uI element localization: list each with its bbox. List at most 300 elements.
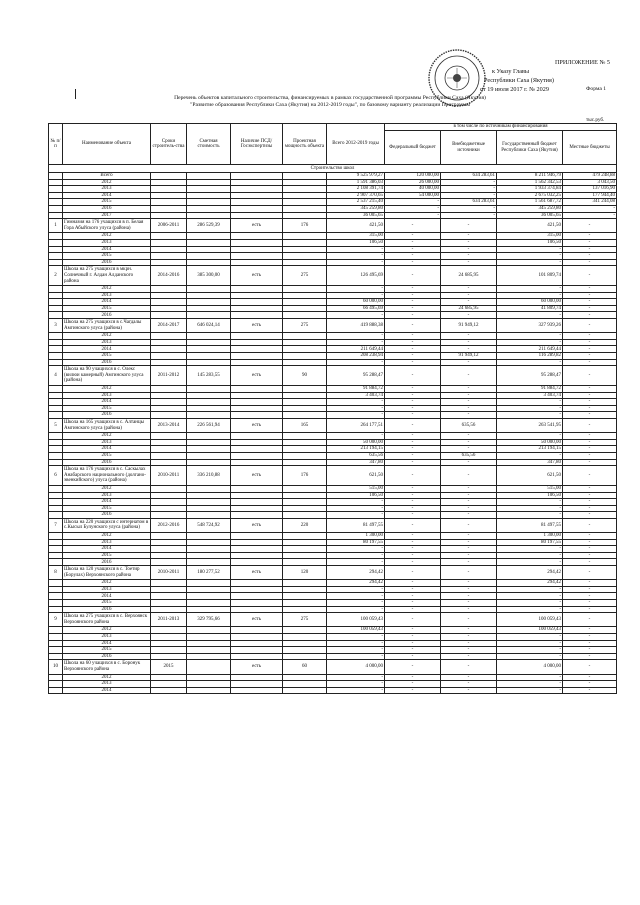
federal-cell: -	[385, 312, 441, 319]
col-capacity: Проектная мощность объекта	[283, 124, 327, 165]
empty-cell	[151, 312, 187, 319]
offbudget-cell: -	[441, 492, 497, 499]
object-local: -	[563, 566, 617, 580]
empty-cell	[187, 492, 231, 499]
col-name: Наименование объекта	[63, 124, 151, 165]
federal-cell: -	[385, 600, 441, 607]
totals-row	[49, 173, 617, 180]
empty-cell	[49, 580, 63, 587]
total-cell: 100 059,43	[327, 627, 385, 634]
empty-cell	[231, 259, 283, 266]
federal-cell: -	[385, 439, 441, 446]
empty-cell	[49, 552, 63, 559]
year-cell: 2013	[63, 239, 151, 246]
local-cell: -	[563, 399, 617, 406]
republic-cell: 50 000,00	[497, 439, 563, 446]
object-name: Школа на 176 учащихся в с. Саскылах Анабарского национального (долгано-эвенкийского) улуса (района)	[63, 466, 151, 486]
republic-cell: 106,50	[497, 492, 563, 499]
empty-cell	[231, 212, 283, 219]
federal-cell: -	[385, 459, 441, 466]
year-cell: 2014	[63, 687, 151, 694]
offbudget-cell: -	[441, 539, 497, 546]
year-cell: 2012	[63, 627, 151, 634]
empty-cell	[187, 512, 231, 519]
empty-cell	[231, 233, 283, 240]
object-total: 81 497,55	[327, 518, 385, 532]
object-offbudget: 91 949,12	[441, 319, 497, 333]
object-year-row	[49, 246, 617, 253]
offbudget-cell: -	[441, 459, 497, 466]
empty-cell	[151, 392, 187, 399]
empty-cell	[49, 674, 63, 681]
year-cell: 2012	[63, 333, 151, 340]
local-cell: -	[563, 253, 617, 260]
empty-cell	[231, 239, 283, 246]
object-republic: 4 000,00	[497, 660, 563, 674]
empty-cell	[187, 452, 231, 459]
empty-cell	[187, 353, 231, 360]
year-cell: 2016	[63, 312, 151, 319]
empty-cell	[283, 199, 327, 206]
title-line-1: Перечень объектов капитального строительства, финансируемых в рамках государственной программы Республики Саха (Якутия)	[174, 95, 486, 101]
federal-cell: -	[385, 647, 441, 654]
object-capacity: 176	[283, 466, 327, 486]
federal-cell: -	[385, 292, 441, 299]
empty-cell	[231, 405, 283, 412]
local-cell: -	[563, 539, 617, 546]
empty-cell	[151, 239, 187, 246]
object-year-row	[49, 593, 617, 600]
year-cell: 2016	[63, 559, 151, 566]
object-row	[49, 518, 617, 532]
object-year-row	[49, 539, 617, 546]
empty-cell	[151, 499, 187, 506]
object-name: Школа на 220 учащихся с интернатом в с.Кысыл Булунского улуса (района)	[63, 518, 151, 532]
offbudget-cell: -	[441, 640, 497, 647]
republic-cell: -	[497, 687, 563, 694]
object-cost: 336 210,88	[187, 466, 231, 486]
empty-cell	[283, 392, 327, 399]
total-cell: -	[327, 505, 385, 512]
total-cell: 1 300,00	[327, 533, 385, 540]
federal-cell: -	[385, 346, 441, 353]
federal-cell: -	[385, 199, 441, 206]
empty-cell	[49, 259, 63, 266]
empty-cell	[151, 286, 187, 293]
object-republic: 95 288,47	[497, 366, 563, 386]
object-year-row	[49, 627, 617, 634]
appendix-date: от 19 июля 2017 г. № 2029	[480, 86, 549, 93]
empty-cell	[283, 533, 327, 540]
object-year-row	[49, 405, 617, 412]
year-cell: 2015	[63, 353, 151, 360]
total-cell: 36 005,65	[327, 212, 385, 219]
offbudget-cell: -	[441, 412, 497, 419]
total-cell: 1 591 386,03	[327, 179, 385, 186]
object-federal: -	[385, 266, 441, 286]
republic-cell: -	[497, 499, 563, 506]
year-cell: 2014	[63, 593, 151, 600]
federal-cell: -	[385, 305, 441, 312]
total-cell: -	[327, 593, 385, 600]
object-federal: -	[385, 219, 441, 233]
federal-cell: -	[385, 246, 441, 253]
federal-cell: -	[385, 606, 441, 613]
empty-cell	[283, 305, 327, 312]
republic-cell: -	[497, 339, 563, 346]
federal-cell: 120 000,00	[385, 173, 441, 180]
empty-cell	[49, 239, 63, 246]
object-year-row	[49, 433, 617, 440]
object-local: -	[563, 219, 617, 233]
object-total: 621,50	[327, 466, 385, 486]
republic-cell: 2 675 032,25	[497, 192, 563, 199]
empty-cell	[151, 339, 187, 346]
empty-cell	[187, 627, 231, 634]
year-cell: 2012	[63, 674, 151, 681]
empty-cell	[283, 353, 327, 360]
object-local: -	[563, 466, 617, 486]
object-year-row	[49, 233, 617, 240]
totals-row	[49, 179, 617, 186]
offbudget-cell: -	[441, 286, 497, 293]
empty-cell	[283, 687, 327, 694]
empty-cell	[151, 505, 187, 512]
object-psd: есть	[231, 219, 283, 233]
offbudget-cell: -	[441, 346, 497, 353]
local-cell: -	[563, 552, 617, 559]
empty-cell	[231, 653, 283, 660]
object-year-row	[49, 546, 617, 553]
empty-cell	[231, 533, 283, 540]
object-number: 9	[49, 613, 63, 627]
empty-cell	[283, 186, 327, 193]
offbudget-cell: -	[441, 600, 497, 607]
empty-cell	[187, 546, 231, 553]
federal-cell: -	[385, 485, 441, 492]
empty-cell	[49, 687, 63, 694]
year-cell: 2014	[63, 299, 151, 306]
republic-cell: -	[497, 593, 563, 600]
empty-cell	[187, 647, 231, 654]
object-local: -	[563, 418, 617, 432]
object-year-row	[49, 681, 617, 688]
republic-cell: 1 300,00	[497, 533, 563, 540]
local-cell: -	[563, 640, 617, 647]
local-cell: -	[563, 459, 617, 466]
object-psd: есть	[231, 518, 283, 532]
year-cell: 2012	[63, 286, 151, 293]
object-number: 3	[49, 319, 63, 333]
empty-cell	[151, 186, 187, 193]
offbudget-cell: -	[441, 586, 497, 593]
object-psd: есть	[231, 660, 283, 674]
empty-cell	[151, 205, 187, 212]
col-cost: Сметная стоимость	[187, 124, 231, 165]
republic-cell: 213 194,15	[497, 446, 563, 453]
empty-cell	[283, 539, 327, 546]
republic-cell: -	[497, 674, 563, 681]
local-cell: -	[563, 492, 617, 499]
empty-cell	[187, 640, 231, 647]
empty-cell	[187, 499, 231, 506]
empty-cell	[231, 647, 283, 654]
object-republic: 621,50	[497, 466, 563, 486]
empty-cell	[283, 212, 327, 219]
year-cell: 2016	[63, 205, 151, 212]
col-federal: Федеральный бюджет	[385, 131, 441, 165]
year-cell: 2016	[63, 459, 151, 466]
object-number: 2	[49, 266, 63, 286]
empty-cell	[283, 559, 327, 566]
object-total: 419 888,38	[327, 319, 385, 333]
federal-cell: -	[385, 492, 441, 499]
empty-cell	[187, 559, 231, 566]
object-period: 2011-2012	[151, 366, 187, 386]
empty-cell	[283, 552, 327, 559]
empty-cell	[283, 292, 327, 299]
empty-cell	[187, 433, 231, 440]
empty-cell	[151, 439, 187, 446]
object-capacity: 176	[283, 219, 327, 233]
federal-cell: -	[385, 687, 441, 694]
total-cell: -	[327, 633, 385, 640]
empty-cell	[49, 412, 63, 419]
col-period: Сроки строитель-ства	[151, 124, 187, 165]
empty-cell	[187, 405, 231, 412]
empty-cell	[49, 173, 63, 180]
totals-row	[49, 192, 617, 199]
empty-cell	[49, 305, 63, 312]
object-year-row	[49, 353, 617, 360]
republic-cell: -	[497, 633, 563, 640]
object-republic: 327 939,26	[497, 319, 563, 333]
empty-cell	[283, 405, 327, 412]
object-cost: 548 724,92	[187, 518, 231, 532]
republic-cell: 347,80	[497, 459, 563, 466]
empty-cell	[187, 674, 231, 681]
total-cell: 106,50	[327, 239, 385, 246]
object-period: 2012-2016	[151, 518, 187, 532]
offbudget-cell: -	[441, 647, 497, 654]
empty-cell	[49, 559, 63, 566]
empty-cell	[231, 392, 283, 399]
empty-cell	[283, 499, 327, 506]
total-cell: 60 000,00	[327, 299, 385, 306]
empty-cell	[231, 452, 283, 459]
local-cell: -	[563, 339, 617, 346]
total-cell: -	[327, 499, 385, 506]
empty-cell	[49, 253, 63, 260]
total-cell: 347,80	[327, 459, 385, 466]
empty-cell	[49, 312, 63, 319]
year-cell: 2015	[63, 552, 151, 559]
republic-cell: 315,00	[497, 233, 563, 240]
object-year-row	[49, 339, 617, 346]
local-cell: 341 244,08	[563, 199, 617, 206]
empty-cell	[49, 192, 63, 199]
republic-cell: 3 403,74	[497, 392, 563, 399]
offbudget-cell: -	[441, 192, 497, 199]
total-cell: 345 259,80	[327, 205, 385, 212]
empty-cell	[187, 446, 231, 453]
republic-cell: -	[497, 286, 563, 293]
total-cell: -	[327, 246, 385, 253]
offbudget-cell: -	[441, 533, 497, 540]
object-row	[49, 319, 617, 333]
empty-cell	[151, 433, 187, 440]
offbudget-cell: -	[441, 233, 497, 240]
object-year-row	[49, 600, 617, 607]
republic-cell: -	[497, 606, 563, 613]
empty-cell	[151, 600, 187, 607]
object-republic: 421,50	[497, 219, 563, 233]
totals-row	[49, 205, 617, 212]
total-cell: -	[327, 333, 385, 340]
empty-cell	[49, 205, 63, 212]
object-name: Школа на 90 учащихся в с. Олекс (вилюи камерный) Амгинского улуса (района)	[63, 366, 151, 386]
offbudget-cell: -	[441, 239, 497, 246]
total-cell: -	[327, 552, 385, 559]
object-psd: есть	[231, 319, 283, 333]
empty-cell	[187, 399, 231, 406]
republic-cell: -	[497, 653, 563, 660]
object-year-row	[49, 346, 617, 353]
object-federal: -	[385, 466, 441, 486]
object-name: Школа на 275 учащихся в с. Верхоянск Верхоянского района	[63, 613, 151, 627]
local-cell: -	[563, 259, 617, 266]
object-year-row	[49, 633, 617, 640]
object-cost	[187, 660, 231, 674]
year-cell: 2012	[63, 179, 151, 186]
empty-cell	[151, 586, 187, 593]
total-cell: 2 537 215,40	[327, 199, 385, 206]
year-cell: 2016	[63, 359, 151, 366]
empty-cell	[231, 512, 283, 519]
local-cell: -	[563, 586, 617, 593]
local-cell: -	[563, 233, 617, 240]
total-cell: -	[327, 559, 385, 566]
total-cell: 91 884,72	[327, 386, 385, 393]
empty-cell	[283, 399, 327, 406]
empty-cell	[231, 492, 283, 499]
empty-cell	[187, 253, 231, 260]
year-cell: 2013	[63, 681, 151, 688]
empty-cell	[151, 359, 187, 366]
empty-cell	[49, 627, 63, 634]
republic-cell: -	[497, 246, 563, 253]
local-cell: -	[563, 485, 617, 492]
offbudget-cell: -	[441, 433, 497, 440]
republic-cell: -	[497, 433, 563, 440]
local-cell: -	[563, 559, 617, 566]
empty-cell	[151, 259, 187, 266]
empty-cell	[231, 552, 283, 559]
republic-cell: 41 809,74	[497, 305, 563, 312]
empty-cell	[187, 386, 231, 393]
form-label: Форма 1	[586, 86, 607, 92]
empty-cell	[187, 299, 231, 306]
federal-cell: -	[385, 552, 441, 559]
empty-cell	[283, 593, 327, 600]
total-cell: -	[327, 405, 385, 412]
empty-cell	[231, 499, 283, 506]
empty-cell	[231, 687, 283, 694]
local-cell: 479 248,88	[563, 173, 617, 180]
empty-cell	[231, 539, 283, 546]
empty-cell	[187, 312, 231, 319]
federal-cell: -	[385, 212, 441, 219]
republic-cell: 1 933 374,84	[497, 186, 563, 193]
offbudget-cell: -	[441, 446, 497, 453]
col-psd: Наличие ПСД/ Госэкспертизы	[231, 124, 283, 165]
local-cell: -	[563, 359, 617, 366]
year-cell: 2012	[63, 485, 151, 492]
object-name: Школа на 275 учащихся в с.Чагдалы Амгинского улуса (района)	[63, 319, 151, 333]
object-year-row	[49, 312, 617, 319]
empty-cell	[283, 179, 327, 186]
federal-cell: -	[385, 386, 441, 393]
federal-cell: -	[385, 653, 441, 660]
total-cell: -	[327, 339, 385, 346]
empty-cell	[49, 606, 63, 613]
empty-cell	[187, 305, 231, 312]
empty-cell	[187, 633, 231, 640]
year-cell: 2014	[63, 192, 151, 199]
total-cell: 80 197,55	[327, 539, 385, 546]
year-cell: 2014	[63, 246, 151, 253]
empty-cell	[283, 674, 327, 681]
object-federal: -	[385, 518, 441, 532]
object-offbudget: -	[441, 518, 497, 532]
empty-cell	[151, 212, 187, 219]
year-cell: 2015	[63, 452, 151, 459]
offbudget-cell: -	[441, 339, 497, 346]
empty-cell	[187, 239, 231, 246]
empty-cell	[151, 233, 187, 240]
empty-cell	[231, 505, 283, 512]
federal-cell: -	[385, 512, 441, 519]
totals-row	[49, 212, 617, 219]
federal-cell: -	[385, 392, 441, 399]
federal-cell: -	[385, 339, 441, 346]
republic-cell: -	[497, 312, 563, 319]
object-year-row	[49, 674, 617, 681]
empty-cell	[151, 299, 187, 306]
section-row	[49, 165, 617, 173]
empty-cell	[283, 640, 327, 647]
local-cell: -	[563, 593, 617, 600]
empty-cell	[151, 593, 187, 600]
object-republic: 263 541,95	[497, 418, 563, 432]
year-cell: 2014	[63, 546, 151, 553]
object-year-row	[49, 446, 617, 453]
offbudget-cell: -	[441, 559, 497, 566]
offbudget-cell: -	[441, 392, 497, 399]
empty-cell	[283, 627, 327, 634]
federal-cell: -	[385, 546, 441, 553]
col-num: № п/п	[49, 124, 63, 165]
empty-cell	[187, 459, 231, 466]
offbudget-cell: -	[441, 499, 497, 506]
object-year-row	[49, 412, 617, 419]
offbudget-cell: 634 283,61	[441, 199, 497, 206]
empty-cell	[49, 359, 63, 366]
total-cell: -	[327, 512, 385, 519]
empty-cell	[231, 640, 283, 647]
col-offbudget: Внебюджетные источники	[441, 131, 497, 165]
total-cell: -	[327, 687, 385, 694]
